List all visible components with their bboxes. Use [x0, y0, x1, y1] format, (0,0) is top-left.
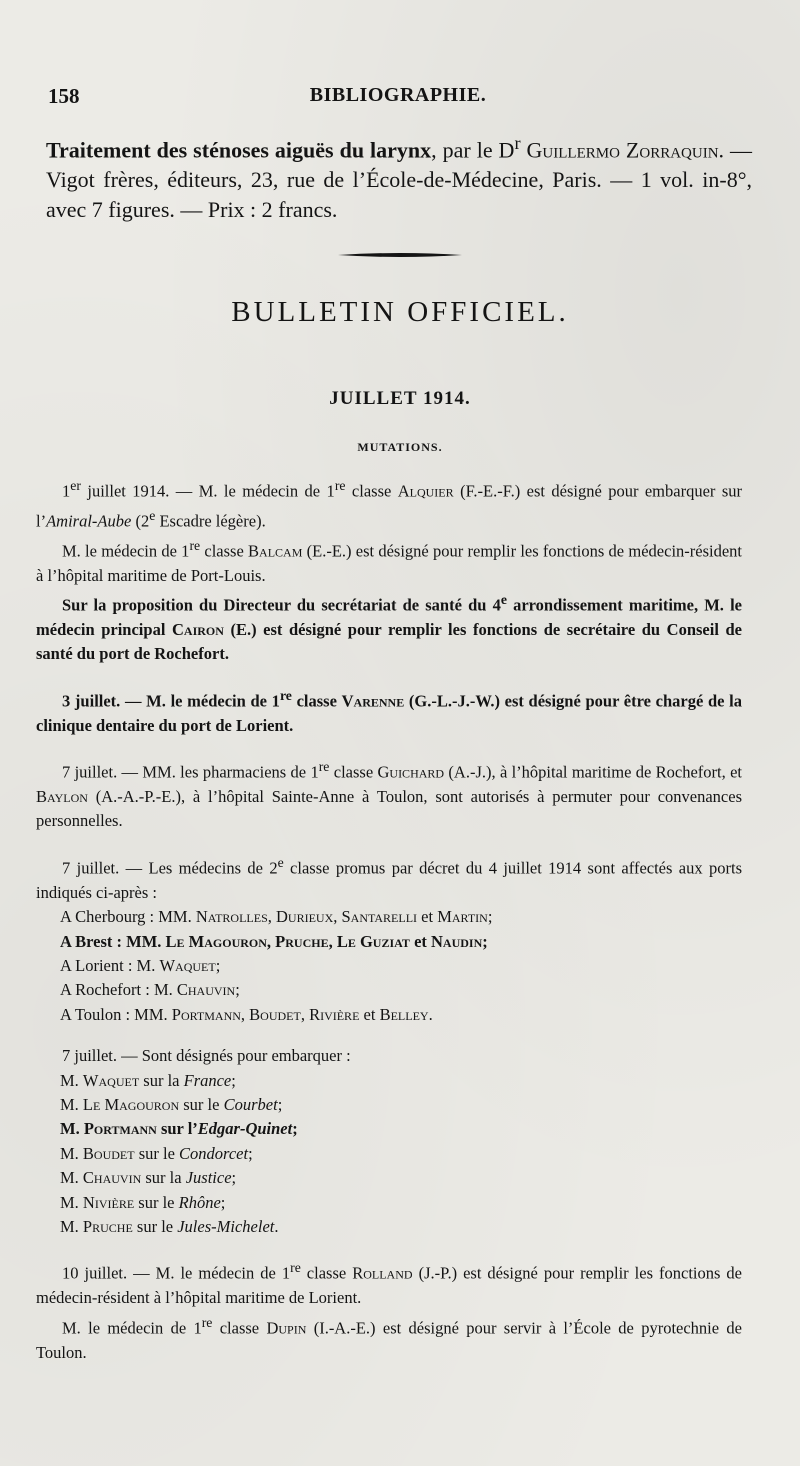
publication-details: . — Vigot frères, éditeurs, 23, rue de l’École-de-Médecine, Paris. — 1 vol. in-8°, avec 7 figures. — Prix : 2 francs. [46, 137, 753, 223]
bulletin-title: BULLETIN OFFICIEL. [231, 296, 569, 328]
port-line-prefix: A Lorient : M. [60, 956, 160, 975]
port-line-suffix: . [428, 1004, 433, 1024]
port-line-names: Portmann, Boudet, Rivière [171, 1004, 360, 1024]
entry-9-name: Dupin [266, 1318, 307, 1338]
ship-line-ship: Edgar-Quinet [197, 1119, 293, 1139]
port-line-names: Natrolles, Durieux, Santarelli [195, 907, 418, 927]
port-line-prefix: A Toulon : MM. [60, 1004, 172, 1024]
entry-1-initials: (F.-E.-F.) est désigné pour embarquer sur l’ [36, 481, 742, 531]
author-first-name: Guillermo [526, 137, 620, 163]
entry-6-lead-sup: e [277, 854, 284, 870]
ship-line-prefix: M. [60, 1070, 83, 1090]
entry-5-rest: (A.-A.-P.-E.), à l’hôpital Sainte-Anne à Toulon, sont autorisés à permuter pour convenances personnelles. [36, 787, 742, 831]
author-last-name: Zorraquin [625, 137, 719, 163]
entry-2-mid: classe [200, 541, 249, 561]
port-line-brest [36, 930, 742, 954]
port-line-last-name: Naudin [431, 931, 483, 951]
paragraph-gap [36, 834, 742, 851]
entry-9-rest: (I.-A.-E.) est désigné pour servir à l’École de pyrotechnie de Toulon. [36, 1318, 742, 1362]
ship-line-link: sur le [134, 1143, 180, 1163]
entry-1-lead: juillet 1914. — M. le médecin de 1 [80, 481, 335, 501]
ship-line-name: Boudet [82, 1143, 135, 1163]
entry-5 [36, 755, 742, 834]
entry-3-lead: Sur la proposition du Directeur du secrétariat de santé du 4 [62, 595, 501, 615]
entry-5-lead: 7 juillet. — MM. les pharmaciens de 1 [62, 762, 319, 782]
port-line-names: Chauvin [176, 980, 236, 1000]
author-prefix: , par le D [431, 137, 515, 163]
port-line-suffix: ; [482, 931, 488, 951]
entry-2-rest: (E.-E.) est désigné pour remplir les fonctions de médecin-résident à l’hôpital maritime de Port-Louis. [36, 541, 743, 585]
port-line-last-name: Martin [437, 907, 488, 927]
port-line-rochefort [36, 978, 742, 1002]
entry-9-mid: classe [212, 1318, 267, 1338]
ship-line-ship: Jules-Michelet [177, 1217, 275, 1237]
entry-8-mid: classe [300, 1263, 353, 1283]
ship-line-prefix: M. [60, 1143, 83, 1163]
entry-1 [36, 474, 742, 534]
entry-9-class-sup: re [201, 1314, 213, 1330]
ship-line-name: Portmann [83, 1119, 157, 1139]
entry-1-mid: classe [345, 481, 398, 501]
entry-1-tail-sup: e [149, 507, 156, 523]
entry-1-end: Escadre légère). [155, 511, 266, 531]
entry-5-name-2: Baylon [36, 787, 88, 807]
page-number: 158 [48, 84, 80, 108]
port-line-conjunction: et [417, 907, 438, 927]
port-line-toulon [36, 1003, 742, 1027]
ship-line [36, 1215, 742, 1239]
entry-6-lead: 7 juillet. — Les médecins de 2 [62, 858, 278, 878]
entry-7 [36, 1044, 742, 1068]
entry-3-name: Cairon [171, 620, 224, 640]
ship-line-link: sur la [139, 1070, 184, 1090]
ship-line-ship: France [183, 1070, 232, 1090]
ship-line [36, 1093, 742, 1117]
entry-4-rest: (G.-L.-J.-W.) est désigné pour être chargé de la clinique dentaire du port de Lorient. [36, 691, 743, 735]
entry-4-name: Varenne [341, 691, 405, 711]
entry-1-class-sup: re [334, 478, 346, 493]
entry-3 [36, 588, 742, 667]
ship-line-ship: Courbet [223, 1095, 278, 1115]
port-line-conjunction: et [409, 931, 432, 951]
ship-line-name: Nivière [82, 1192, 135, 1212]
author-title-sup: r [514, 133, 521, 153]
entry-1-day: 1 [62, 481, 71, 501]
ship-line-name: Le Magouron [82, 1095, 180, 1115]
ship-line [36, 1166, 742, 1190]
port-line-names: Waquet [159, 956, 216, 975]
ship-line [36, 1142, 742, 1166]
port-line-suffix: ; [487, 907, 493, 927]
ship-line-prefix: M. [60, 1217, 83, 1237]
entry-2-name: Balcam [248, 541, 303, 561]
entry-2 [36, 534, 742, 588]
port-line-conjunction: et [359, 1004, 380, 1024]
entry-5-class-sup: re [318, 759, 330, 775]
entry-1-day-sup: er [70, 478, 81, 493]
port-line-prefix: A Brest : MM. [60, 931, 166, 951]
port-line-names: Le Magouron, Pruche, Le Guziat [165, 931, 410, 951]
entry-4-class-sup: re [279, 687, 292, 703]
separator-rule [338, 250, 462, 260]
entry-3-rest: (E.) est désigné pour remplir les fonctions de secrétaire du Conseil de santé du port de Rochefort. [36, 620, 742, 664]
entry-9-lead: M. le médecin de 1 [62, 1318, 202, 1338]
paragraph-gap [36, 738, 742, 755]
ship-line-prefix: M. [60, 1168, 83, 1188]
entry-5-mid: classe [329, 762, 378, 782]
ship-line-ship: Condorcet [179, 1143, 249, 1163]
port-line-prefix: A Rochefort : M. [60, 980, 177, 1000]
ship-line-link: sur le [134, 1192, 179, 1212]
ship-line-link: sur le [179, 1095, 224, 1115]
entry-1-name: Alquier [397, 481, 454, 501]
month-heading: JUILLET 1914. [329, 388, 471, 409]
entry-9 [36, 1311, 742, 1365]
paragraph-gap [36, 1239, 742, 1256]
port-line-lorient [36, 954, 742, 978]
port-line-last-name: Belley [379, 1004, 429, 1024]
entry-8-rest: (J.-P.) est désigné pour remplir les fonctions de médecin-résident à l’hôpital maritime de Lorient. [36, 1263, 742, 1308]
running-title: BIBLIOGRAPHIE. [309, 84, 487, 106]
port-line-suffix: ; [235, 980, 240, 1000]
entry-5-name-1: Guichard [377, 762, 445, 782]
ship-line-link: sur le [132, 1217, 178, 1237]
ship-line-suffix: ; [277, 1095, 283, 1115]
entry-4 [36, 684, 742, 738]
entry-4-lead: — M. le médecin de 1 [120, 691, 280, 711]
ship-line-ship: Rhône [178, 1192, 221, 1212]
entry-3-lead-sup: e [500, 592, 507, 608]
ship-line-suffix: ; [292, 1119, 298, 1139]
entry-8-class-sup: re [290, 1260, 301, 1276]
ship-line-link: sur la [141, 1168, 186, 1188]
entry-7-lead: 7 juillet. — Sont désignés pour embarquer : [62, 1046, 351, 1066]
entry-6 [36, 851, 742, 905]
bibliography-entry [46, 128, 752, 225]
port-line-cherbourg [36, 905, 742, 929]
ship-line [36, 1117, 742, 1141]
entry-1-ship: Amiral-Aube [46, 511, 132, 531]
ship-line-prefix: M. [60, 1119, 84, 1139]
ship-line-prefix: M. [60, 1192, 83, 1212]
ship-line-suffix: ; [231, 1168, 237, 1188]
ship-line-prefix: M. [60, 1095, 83, 1115]
running-head [48, 84, 748, 118]
entry-5-part-2: (A.-J.), à l’hôpital maritime de Rochefort, et [444, 762, 742, 782]
ship-line-link: sur l’ [156, 1119, 198, 1139]
port-line-prefix: A Cherbourg : MM. [60, 907, 196, 927]
ship-line-suffix: ; [220, 1192, 226, 1212]
entry-4-date: 3 juillet. [62, 691, 121, 711]
mutations-content [36, 474, 742, 1365]
ship-line-name: Chauvin [82, 1168, 142, 1188]
ship-line [36, 1069, 742, 1093]
entry-6-rest: classe promus par décret du 4 juillet 1914 sont affectés aux ports indiqués ci-après : [36, 858, 742, 902]
paragraph-gap [36, 1027, 742, 1044]
paragraph-gap [36, 667, 742, 684]
ship-line-suffix: ; [248, 1143, 253, 1163]
ship-line-suffix: ; [231, 1070, 236, 1090]
ship-line-name: Waquet [82, 1070, 140, 1090]
port-line-suffix: ; [215, 956, 221, 975]
entry-1-tail: (2 [131, 511, 150, 531]
entry-8-name: Rolland [352, 1263, 413, 1283]
entry-4-mid: classe [291, 691, 342, 711]
ship-line-name: Pruche [82, 1217, 133, 1237]
section-heading: MUTATIONS. [357, 440, 443, 454]
ship-line-suffix: . [274, 1217, 279, 1237]
entry-8 [36, 1256, 742, 1310]
entry-2-class-sup: re [189, 537, 201, 553]
book-title: Traitement des sténoses aiguës du larynx [46, 137, 432, 163]
ship-line [36, 1191, 742, 1215]
entry-2-lead: M. le médecin de 1 [62, 541, 190, 561]
entry-8-lead: 10 juillet. — M. le médecin de 1 [62, 1263, 291, 1283]
ship-line-ship: Justice [185, 1168, 232, 1188]
entry-3-mid: arrondissement maritime, M. le médecin principal [36, 595, 742, 640]
